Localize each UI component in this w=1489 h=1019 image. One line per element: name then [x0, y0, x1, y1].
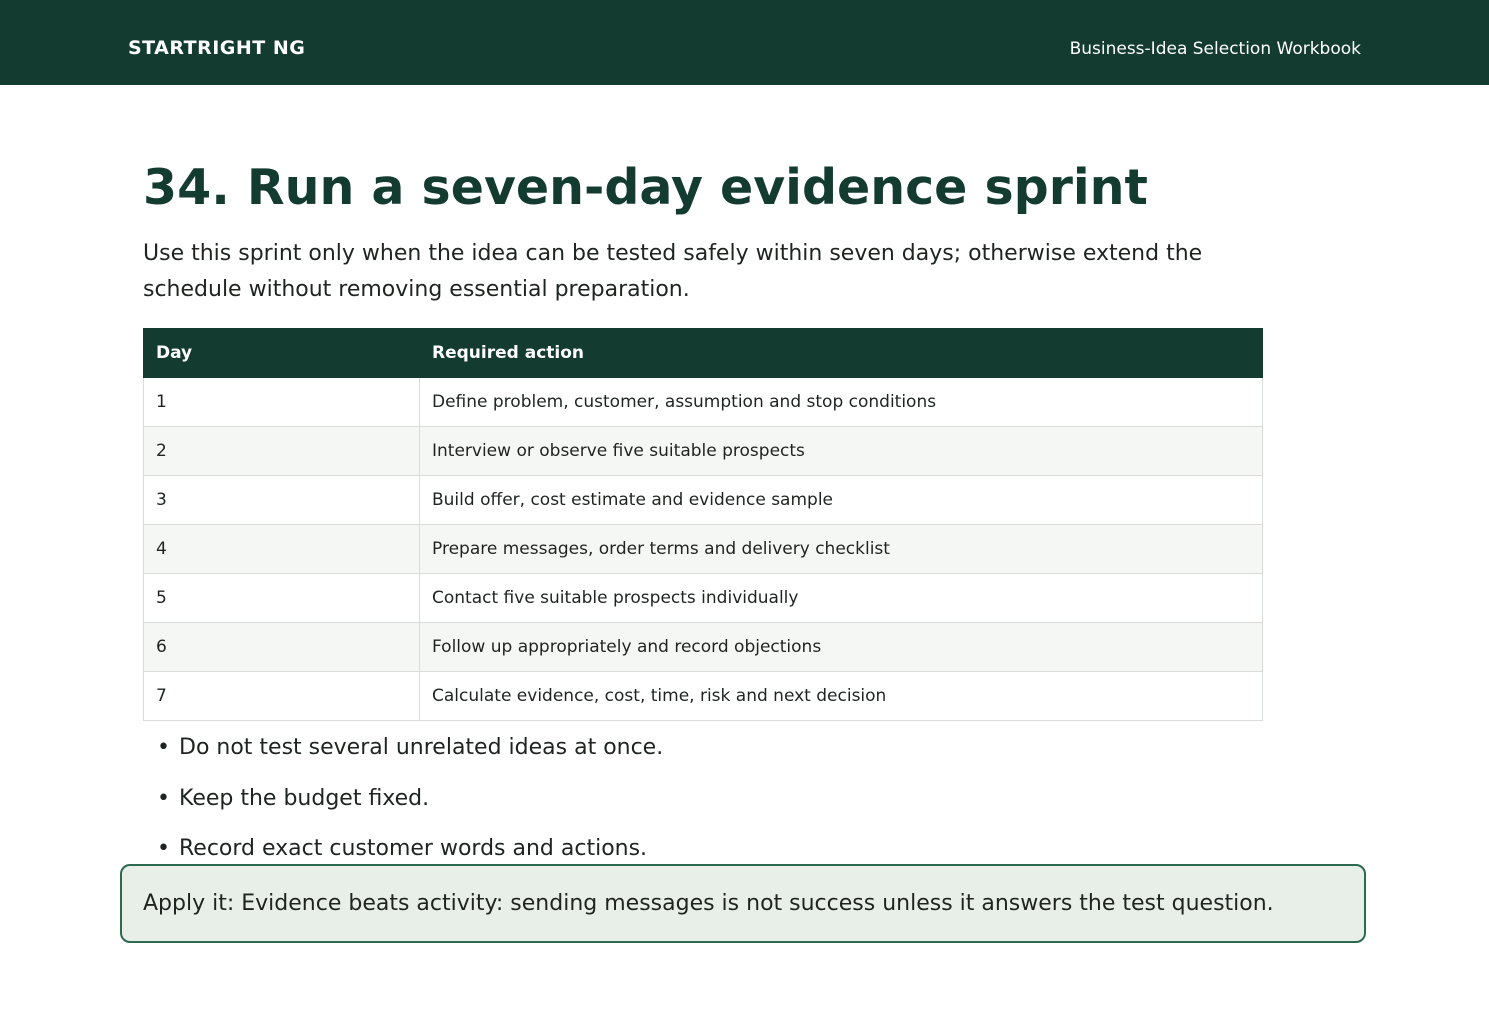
day-cell: 1 [144, 378, 420, 427]
table-row [144, 672, 1263, 721]
table-header-row [144, 329, 1263, 378]
day-cell: 6 [144, 623, 420, 672]
day-cell: 3 [144, 476, 420, 525]
action-cell: Build offer, cost estimate and evidence sample [420, 476, 1263, 525]
column-header-action: Required action [420, 329, 1263, 378]
action-cell: Follow up appropriately and record objections [420, 623, 1263, 672]
list-item-text: Do not test several unrelated ideas at once. [179, 735, 664, 760]
list-item [157, 781, 663, 832]
top-header [0, 0, 1489, 85]
list-item [157, 730, 663, 781]
rules-list [157, 730, 663, 882]
action-cell: Contact five suitable prospects individually [420, 574, 1263, 623]
action-cell: Calculate evidence, cost, time, risk and next decision [420, 672, 1263, 721]
action-cell: Define problem, customer, assumption and stop conditions [420, 378, 1263, 427]
workbook-title: Business-Idea Selection Workbook [1069, 39, 1361, 59]
table-row [144, 476, 1263, 525]
table-row [144, 525, 1263, 574]
day-cell: 2 [144, 427, 420, 476]
bullet-icon: • [157, 785, 170, 811]
bullet-icon: • [157, 836, 170, 861]
action-cell: Interview or observe five suitable prospects [420, 427, 1263, 476]
callout-text: Apply it: Evidence beats activity: sending messages is not success unless it answers the test question. [143, 891, 1274, 916]
list-item-text: Keep the budget fixed. [179, 785, 430, 811]
brand-name: STARTRIGHT NG [128, 37, 306, 59]
intro-paragraph: Use this sprint only when the idea can be tested safely within seven days; otherwise extend the schedule without removing essential preparation. [143, 241, 1203, 302]
day-cell: 7 [144, 672, 420, 721]
table-row [144, 427, 1263, 476]
table-row [144, 378, 1263, 427]
list-item-text: Record exact customer words and actions. [179, 836, 648, 861]
table-row [144, 623, 1263, 672]
page-title: 34. Run a seven-day evidence sprint [143, 159, 1148, 216]
bullet-icon: • [157, 735, 170, 760]
sprint-table [143, 328, 1263, 721]
action-cell: Prepare messages, order terms and delivery checklist [420, 525, 1263, 574]
apply-it-callout [120, 864, 1366, 943]
table-row [144, 574, 1263, 623]
column-header-day: Day [144, 329, 420, 378]
day-cell: 4 [144, 525, 420, 574]
day-cell: 5 [144, 574, 420, 623]
